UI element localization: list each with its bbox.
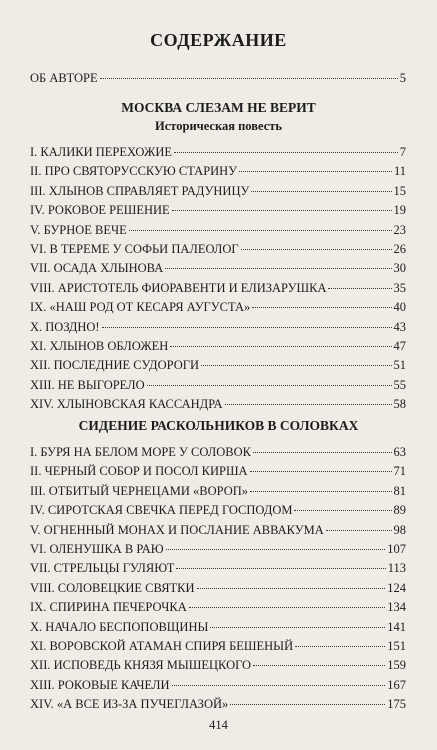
part1-subtitle: Историческая повесть	[155, 119, 282, 133]
toc-entry-label: VII. СТРЕЛЬЦЫ ГУЛЯЮТ	[30, 561, 175, 576]
toc-entry-label: X. НАЧАЛО БЕСПОПОВЩИНЫ	[30, 619, 209, 634]
toc-entry-label: XIII. РОКОВЫЕ КАЧЕЛИ	[30, 677, 170, 692]
contents-heading: СОДЕРЖАНИЕ	[150, 30, 287, 50]
toc-entry-label: IV. СИРОТСКАЯ СВЕЧКА ПЕРЕД ГОСПОДОМ	[30, 503, 293, 518]
toc-entry	[30, 501, 406, 519]
toc-entry-label: VII. ОСАДА ХЛЫНОВА	[30, 261, 164, 276]
dot-leader	[253, 665, 385, 666]
toc-entry-page: 134	[387, 600, 406, 615]
toc-entry-page: 151	[387, 639, 406, 653]
toc-entry	[30, 240, 406, 258]
toc-entry	[30, 656, 406, 674]
dot-leader	[225, 404, 392, 405]
toc-entry	[30, 279, 406, 297]
toc-entry	[30, 298, 406, 316]
toc-entry-page: 175	[387, 697, 406, 712]
dot-leader	[326, 530, 392, 531]
toc-entry-label: XIV. «А ВСЕ ИЗ-ЗА ПУЧЕГЛАЗОЙ»	[30, 697, 229, 712]
dot-leader	[129, 230, 392, 231]
toc-entry-page: 19	[393, 203, 406, 218]
toc-entry	[30, 462, 406, 480]
toc-entry-label: IX. СПИРИНА ПЕЧЕРОЧКА	[30, 600, 187, 615]
toc-entry-label: II. ПРО СВЯТОРУССКУЮ СТАРИНУ	[30, 164, 238, 179]
toc-entry-label: XI. ВОРОВСКОЙ АТАМАН СПИРЯ БЕШЕНЫЙ	[30, 639, 294, 653]
toc-entry-page: 63	[393, 445, 406, 459]
dot-leader	[102, 327, 392, 328]
toc-entry	[30, 695, 406, 713]
toc-entry-label: XII. ПОСЛЕДНИЕ СУДОРОГИ	[30, 358, 199, 373]
dot-leader	[210, 627, 385, 628]
toc-entry-label: I. КАЛИКИ ПЕРЕХОЖИЕ	[30, 145, 172, 159]
toc-entry-page: 98	[393, 522, 406, 537]
toc-entry-page: 30	[393, 261, 406, 276]
toc-entry	[30, 376, 406, 394]
dot-leader	[172, 685, 386, 686]
dot-leader	[251, 191, 391, 192]
part1-title: МОСКВА СЛЕЗАМ НЕ ВЕРИТ	[121, 100, 316, 115]
toc-entry-label: VI. В ТЕРЕМЕ У СОФЬИ ПАЛЕОЛОГ	[30, 242, 239, 256]
toc-entry	[30, 618, 406, 636]
dot-leader	[166, 549, 386, 550]
dot-leader	[294, 510, 391, 511]
dot-leader	[250, 491, 391, 492]
page-number: 414	[209, 718, 228, 732]
dot-leader	[165, 268, 391, 269]
toc-entry-page: 141	[387, 619, 406, 634]
toc-entry-page: 51	[393, 358, 406, 373]
toc-entry-page: 5	[399, 71, 406, 85]
toc-entry-label: III. ОТБИТЫЙ ЧЕРНЕЦАМИ «ВОРОП»	[30, 483, 249, 498]
toc-entry	[30, 318, 406, 336]
toc-entry-label: V. БУРНОЕ ВЕЧЕ	[30, 222, 127, 237]
dot-leader	[172, 210, 392, 211]
toc-entry-label: XIII. НЕ ВЫГОРЕЛО	[30, 377, 145, 392]
toc-entry-label: X. ПОЗДНО!	[30, 319, 100, 334]
toc-entry-label: VIII. АРИСТОТЕЛЬ ФИОРАВЕНТИ И ЕЛИЗАРУШКА	[30, 280, 327, 295]
toc-entry-label: XIV. ХЛЫНОВСКАЯ КАССАНДРА	[30, 397, 223, 412]
toc-entry-label: IV. РОКОВОЕ РЕШЕНИЕ	[30, 203, 170, 218]
toc-entry-label: IX. «НАШ РОД ОТ КЕСАРЯ АУГУСТА»	[30, 300, 251, 315]
toc-entry	[30, 676, 406, 694]
part2-title: СИДЕНИЕ РАСКОЛЬНИКОВ В СОЛОВКАХ	[78, 418, 359, 433]
dot-leader	[147, 385, 392, 386]
toc-entry-page: 71	[393, 464, 406, 479]
dot-leader	[250, 471, 392, 472]
dot-leader	[230, 704, 385, 705]
toc-entry-page: 107	[387, 542, 406, 556]
toc-entry	[30, 521, 406, 539]
toc-entry	[30, 540, 406, 558]
dot-leader	[170, 346, 391, 347]
dot-leader	[201, 365, 392, 366]
dot-leader	[239, 171, 392, 172]
toc-entry-page: 7	[399, 145, 406, 159]
toc-entry	[30, 579, 406, 597]
toc-entry	[30, 182, 406, 200]
toc-entry	[30, 395, 406, 413]
toc-entry-page: 43	[393, 319, 406, 334]
toc-entry-page: 81	[393, 483, 406, 498]
dot-leader	[189, 607, 386, 608]
dot-leader	[241, 249, 392, 250]
dot-leader	[100, 78, 398, 79]
toc-entry-label: VI. ОЛЕНУШКА В РАЮ	[30, 542, 164, 556]
toc-entry-label: I. БУРЯ НА БЕЛОМ МОРЕ У СОЛОВОК	[30, 445, 251, 459]
toc-entry-label: II. ЧЕРНЫЙ СОБОР И ПОСОЛ КИРША	[30, 464, 248, 479]
toc-entry-page: 15	[393, 183, 406, 198]
toc-entry-page: 159	[387, 658, 406, 673]
toc-entry	[30, 221, 406, 239]
dot-leader	[197, 588, 386, 589]
toc-entry	[30, 143, 406, 161]
toc-entry-label: III. ХЛЫНОВ СПРАВЛЯЕТ РАДУНИЦУ	[30, 183, 250, 198]
dot-leader	[328, 288, 391, 289]
toc-entry	[30, 259, 406, 277]
toc-entry	[30, 356, 406, 374]
toc-entry	[30, 162, 406, 180]
dot-leader	[252, 307, 391, 308]
toc-entry	[30, 598, 406, 616]
toc-entry-page: 124	[387, 580, 406, 595]
toc-entry-label: V. ОГНЕННЫЙ МОНАХ И ПОСЛАНИЕ АВВАКУМА	[30, 522, 324, 537]
toc-entry	[30, 637, 406, 655]
toc-entry-page: 58	[393, 397, 406, 412]
dot-leader	[253, 452, 392, 453]
toc-entry-label: XI. ХЛЫНОВ ОБЛОЖЕН	[30, 339, 169, 353]
toc-entry-page: 47	[393, 339, 406, 353]
toc-entry-page: 40	[393, 300, 406, 315]
dot-leader	[295, 646, 385, 647]
toc-entry	[30, 482, 406, 500]
toc-entry-page: 26	[393, 242, 406, 256]
toc-entry-page: 113	[387, 561, 406, 576]
toc-entry	[30, 201, 406, 219]
toc-entry-label: XII. ИСПОВЕДЬ КНЯЗЯ МЫШЕЦКОГО	[30, 658, 252, 673]
toc-entry-page: 11	[393, 164, 406, 179]
toc-entry	[30, 559, 406, 577]
toc-entry-page: 89	[393, 503, 406, 518]
dot-leader	[174, 152, 398, 153]
toc-entry	[30, 337, 406, 355]
dot-leader	[176, 568, 385, 569]
toc-entry-page: 167	[387, 677, 406, 692]
toc-entry-label: ОБ АВТОРЕ	[30, 71, 98, 85]
toc-entry-page: 35	[393, 280, 406, 295]
toc-entry-page: 23	[393, 222, 406, 237]
toc-entry-page: 55	[393, 377, 406, 392]
toc-entry-about	[30, 69, 406, 87]
toc-entry	[30, 443, 406, 461]
toc-entry-label: VIII. СОЛОВЕЦКИЕ СВЯТКИ	[30, 580, 195, 595]
